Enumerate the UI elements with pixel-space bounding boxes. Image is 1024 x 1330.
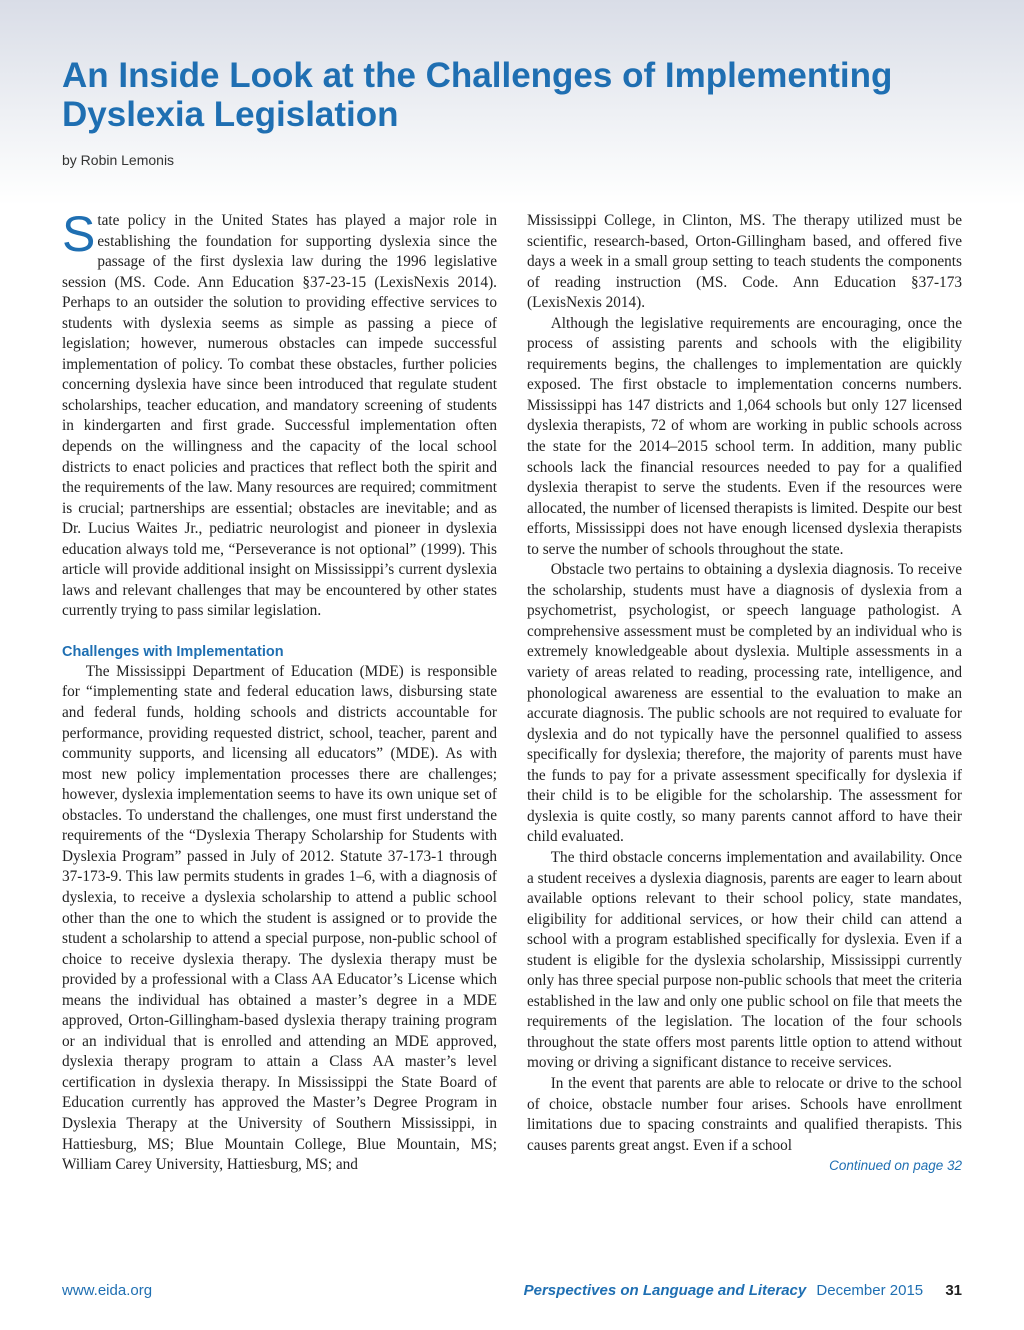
body-paragraph: In the event that parents are able to relocate or drive to the school of choice, obstacle number four arises. Schools have enrollment limitations due to spacing constraints and qualified therapists. This causes parents great angst. Even if a school (527, 1074, 962, 1154)
drop-cap: S (62, 206, 96, 262)
body-paragraph: Mississippi College, in Clinton, MS. The therapy utilized must be scientific, research-based, Orton-Gillingham based, and offered five days a week in a small group setting to teach students the components of reading instruction (MS. Code. Ann Education §37-173 (LexisNexis 2014). (527, 212, 962, 312)
left-column (62, 206, 497, 1176)
article-title: An Inside Look at the Challenges of Implementing Dyslexia Legislation (62, 56, 893, 134)
continued-link[interactable]: Continued on page 32 (829, 1158, 962, 1174)
body-paragraph: Although the legislative requirements are encouraging, once the process of assisting parents and schools with the eligibility requirements begins, the challenges to implementation are quickly exposed. The first obstacle to implementation concerns numbers. Mississippi has 147 districts and 1,064 schools but only 127 licensed dyslexia therapists, 72 of whom are working in public schools across the state for the 2014–2015 school term. In addition, many public schools lack the financial resources needed to pay for a qualified dyslexia therapist to serve the students. Even if the resources were allocated, the number of licensed therapists is limited. Despite our best efforts, Mississippi does not have enough licensed dyslexia therapists to serve the number of schools throughout the state. (527, 314, 962, 558)
journal-name: Perspectives on Language and Literacy (523, 1282, 807, 1299)
body-paragraph: The Mississippi Department of Education (MDE) is responsible for “implementing state and federal education laws, disbursing state and federal funds, holding schools and districts accountable for performance, providing requested district, school, teacher, parent and community supports, and licensing all educators” (MDE). As with most new policy implementation processes there are challenges; however, dyslexia implementation seems to have its own unique set of obstacles. To understand the challenges, one must first understand the requirements of the “Dyslexia Therapy Scholarship for Students with Dyslexia Program” passed in July of 2012. Statute 37-173-1 through 37-173-9. This law permits students in grades 1–6, with a diagnosis of dyslexia, to receive a dyslexia scholarship to attend a public school other than the one to which the student is assigned or to provide the student a scholarship to attend a special purpose, non-public school of choice to receive dyslexia therapy. The dyslexia therapy must be provided by a professional with a Class AA Educator’s License which means the individual has obtained a master’s degree in a MDE approved, Orton-Gillingham-based dyslexia therapy training program or an individual that is enrolled and attending an MDE approved, dyslexia therapy program to attain a Class AA master’s level certification in dyslexia therapy. In Mississippi the State Board of Education currently has approved the Master’s Degree Program in Dyslexia Therapy at the University of Southern Mississippi, in Hattiesburg, MS; Blue Mountain College, Blue Mountain, MS; William Carey University, Hattiesburg, MS; and (62, 662, 497, 1174)
article-byline: by Robin Lemonis (62, 152, 175, 168)
footer-journal-info (524, 1282, 962, 1299)
page-number: 31 (945, 1282, 962, 1299)
body-paragraph: Obstacle two pertains to obtaining a dyslexia diagnosis. To receive the scholarship, students must have a diagnosis of dyslexia from a psychometrist, psychologist, or speech language pathologist. A comprehensive assessment must be completed by an individual who is extremely knowledgeable about dyslexia. Multiple assessments in a variety of areas related to reading, processing rate, intelligence, and phonological awareness are essential to the evaluation to make an accurate diagnosis. The public schools are not required to evaluate for dyslexia and do not typically have the personnel qualified to assess specifically for dyslexia; therefore, the majority of parents must have the funds to pay for a private assessment specifically for dyslexia if their child is to be eligible for the scholarship. The assessment for dyslexia is quite costly, so many parents cannot afford to have their child evaluated. (527, 561, 962, 846)
intro-paragraph-text: tate policy in the United States has played a major role in establishing the foundation for supporting dyslexia since the passage of the first dyslexia law during the 1996 legislative session (MS. Code. Ann Education §37-23-15 (LexisNexis 2014). Perhaps to an outsider the solution to providing effective services to students with dyslexia seems as simple as passing a piece of legislation; however, numerous obstacles can impede successful implementation of policy. To combat these obstacles, further policies concerning dyslexia have since been introduced that regulate student scholarships, teacher education, and mandatory screening of students in kindergarten and first grade. Successful implementation often depends on the willingness and the capacity of the local school districts to enact policies and practices that reflect both the spirit and the requirements of the law. Many resources are required; commitment is crucial; partnerships are essential; obstacles are inevitable; and as Dr. Lucius Waites Jr., pediatric neurologist and pioneer in dyslexia education always told me, “Perseverance is not optional” (1999). This article will provide additional insight on Mississippi’s current dyslexia laws and relevant challenges that may be encountered by other states currently trying to pass similar legislation. (62, 212, 497, 620)
issue-date: December 2015 (816, 1282, 924, 1299)
right-column (527, 211, 962, 1176)
body-paragraph: The third obstacle concerns implementation and availability. Once a student receives a dyslexia diagnosis, parents are eager to learn about available options relevant to their school policy, state mandates, eligibility for additional services, or how their child can attend a school with a program established specifically for dyslexia. Even if a student is eligible for the dyslexia scholarship, Mississippi currently only has three special purpose non-public schools that meet the criteria established in the law and only one public school on file that meets the requirements of the legislation. The location of the four schools throughout the state offers most parents little option to attend without moving or driving a significant distance to receive services. (527, 848, 962, 1072)
footer-url-link[interactable]: www.eida.org (62, 1282, 153, 1299)
section-heading: Challenges with Implementation (62, 643, 284, 660)
intro-paragraph (62, 206, 497, 622)
